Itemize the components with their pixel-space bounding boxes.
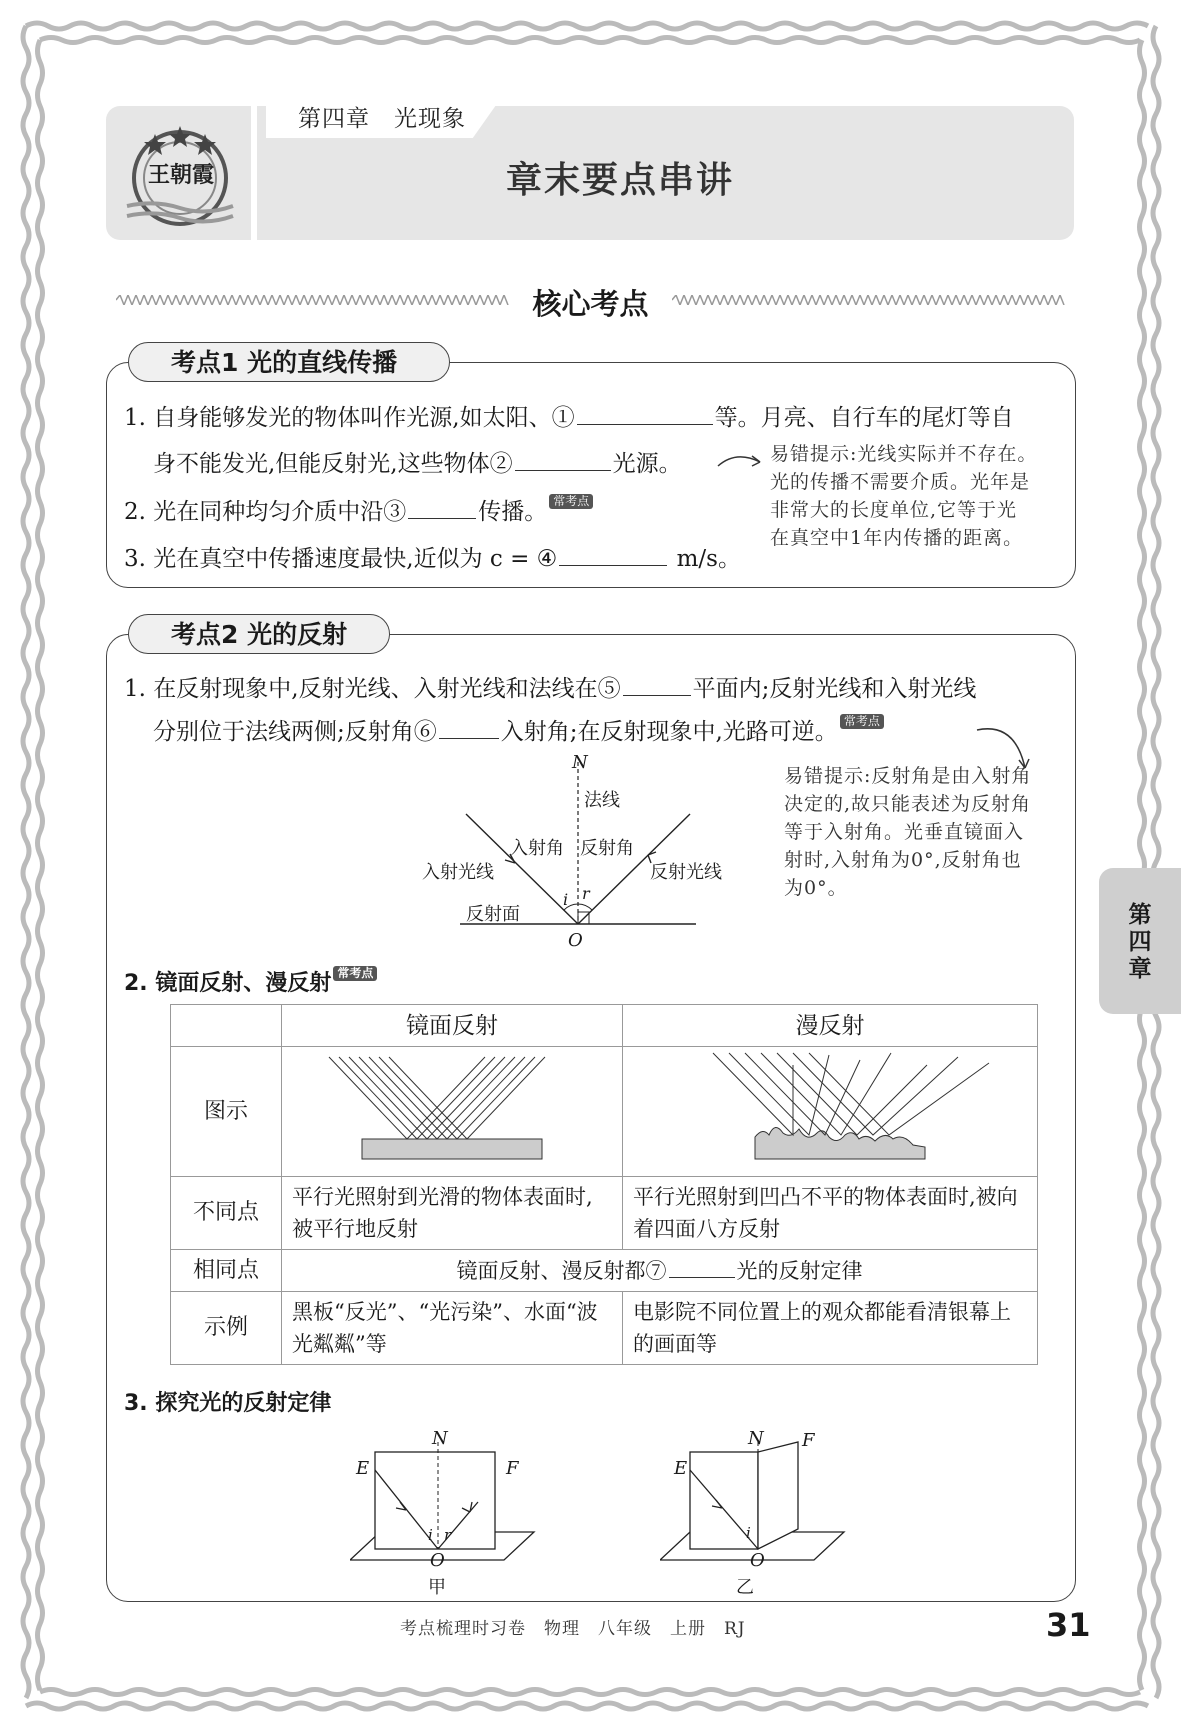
blank-3[interactable] — [408, 494, 476, 519]
diffuse-ray — [793, 1053, 958, 1135]
side-tab-label: 第 四 章 — [1128, 902, 1152, 982]
diffuse-reflection-figure — [623, 1047, 1013, 1167]
diag-incident-angle: 入射角 — [510, 838, 564, 859]
blank-7[interactable] — [669, 1255, 735, 1278]
expB-O: O — [750, 1550, 765, 1571]
example-diffuse: 电影院不同位置上的观众都能看清银幕上的画面等 — [623, 1292, 1038, 1365]
note2-line: 等于入射角。光垂直镜面入 — [784, 821, 1025, 843]
specular-ray — [369, 1057, 525, 1139]
note2-line: 射时,入射角为0°,反射角也 — [784, 849, 1022, 871]
diag-incident-ray: 入射光线 — [422, 862, 494, 883]
expA-N: N — [432, 1428, 448, 1449]
expB-N: N — [748, 1428, 764, 1449]
frequent-tag: 常考点 — [333, 966, 377, 981]
table-corner — [171, 1005, 282, 1047]
expB-label: 乙 — [736, 1577, 754, 1598]
specular-ray — [329, 1057, 485, 1139]
s1-line4-start: 3. 光在真空中传播速度最快,近似为 c = ④ — [124, 546, 558, 572]
diffuse-ray — [777, 1053, 927, 1135]
s2-line1 — [124, 671, 976, 704]
same-cell — [282, 1250, 1038, 1292]
s1-line1-start: 1. 自身能够发光的物体叫作光源,如太阳、① — [124, 405, 575, 431]
diff-diffuse: 平行光照射到凹凸不平的物体表面时,被向着四面八方反射 — [623, 1177, 1038, 1250]
diag-normal: 法线 — [584, 790, 620, 811]
s2-line2 — [153, 714, 884, 747]
logo-text: 王朝霞 — [148, 162, 215, 188]
section2-pill: 考点2 光的反射 — [128, 614, 390, 654]
expA-r: r — [444, 1526, 452, 1544]
chapter-side-tab[interactable] — [1099, 868, 1181, 1014]
expB-i: i — [746, 1524, 751, 1542]
specular-figure-cell — [282, 1047, 623, 1177]
expA-F: F — [506, 1458, 519, 1479]
diffuse-ray — [729, 1053, 829, 1135]
diag-reflect-ray: 反射光线 — [650, 862, 722, 883]
section2-note — [784, 762, 1031, 902]
note1-line: 在真空中1年内传播的距离。 — [770, 527, 1024, 549]
specular-reflection-figure — [282, 1047, 602, 1167]
expA-i: i — [428, 1526, 433, 1544]
expB-E: E — [674, 1458, 688, 1479]
specular-ray — [349, 1057, 505, 1139]
note2-line: 决定的,故只能表述为反射角 — [784, 793, 1032, 815]
row-same-label: 相同点 — [171, 1250, 282, 1292]
reflection-comparison-table — [170, 1004, 1038, 1365]
diag-surface: 反射面 — [466, 904, 520, 925]
same-end: 光的反射定律 — [736, 1258, 863, 1283]
frequent-tag: 常考点 — [549, 494, 593, 509]
s1-line4 — [124, 541, 741, 574]
footer-text: 考点梳理时习卷 物理 八年级 上册 RJ — [400, 1619, 746, 1639]
section1-pill: 考点1 光的直线传播 — [128, 342, 450, 382]
s1-line2-start: 身不能发光,但能反射光,这些物体② — [153, 451, 513, 477]
s2-line1-end: 平面内;反射光线和入射光线 — [692, 676, 977, 702]
note1-line: 光的传播不需要介质。光年是 — [770, 471, 1031, 493]
row-example-label: 示例 — [171, 1292, 282, 1365]
s2-line1-start: 1. 在反射现象中,反射光线、入射光线和法线在⑤ — [124, 676, 621, 702]
s1-line2-end: 光源。 — [612, 451, 682, 477]
row-diff-label: 不同点 — [171, 1177, 282, 1250]
subsection2-title — [124, 966, 377, 997]
diag-reflect-angle: 反射角 — [580, 838, 634, 859]
diffuse-ray — [713, 1053, 793, 1135]
col-specular: 镜面反射 — [282, 1005, 623, 1047]
diag-O: O — [568, 930, 583, 951]
reflection-diagram — [410, 752, 730, 952]
diag-r: r — [582, 884, 590, 903]
decor-zigzag-right — [672, 295, 1067, 305]
diffuse-ray — [809, 1053, 989, 1135]
diffuse-ray — [745, 1053, 860, 1135]
note1-line: 非常大的长度单位,它等于光 — [770, 499, 1018, 521]
expA-E: E — [356, 1458, 370, 1479]
blank-1[interactable] — [577, 400, 713, 425]
row-image-label: 图示 — [171, 1047, 282, 1177]
s1-line1-end: 等。月亮、自行车的尾灯等自 — [714, 405, 1014, 431]
specular-ray — [379, 1057, 535, 1139]
note2-line: 为0°。 — [784, 877, 848, 899]
same-start: 镜面反射、漫反射都⑦ — [456, 1258, 667, 1283]
col-diffuse: 漫反射 — [623, 1005, 1038, 1047]
subsection3-title: 3. 探究光的反射定律 — [124, 1391, 332, 1416]
specular-ray — [389, 1057, 545, 1139]
note1-arrow — [716, 448, 766, 478]
specular-ray — [339, 1057, 495, 1139]
subsection2-text: 2. 镜面反射、漫反射 — [124, 971, 332, 996]
blank-6[interactable] — [439, 714, 499, 739]
experiment-figure-b — [660, 1432, 860, 1567]
s1-line3 — [124, 494, 593, 527]
page-title: 章末要点串讲 — [505, 160, 734, 201]
expA-O: O — [430, 1550, 445, 1571]
s1-line3-start: 2. 光在同种均匀介质中沿③ — [124, 499, 407, 525]
s1-line4-end: m/s。 — [676, 546, 741, 572]
blank-5[interactable] — [623, 671, 691, 696]
specular-ray — [359, 1057, 515, 1139]
chapter-label: 第四章 光现象 — [298, 106, 466, 132]
core-points-heading: 核心考点 — [532, 287, 649, 321]
diag-i: i — [563, 890, 569, 909]
s1-line1 — [124, 400, 1014, 433]
diff-specular: 平行光照射到光滑的物体表面时,被平行地反射 — [282, 1177, 623, 1250]
s1-line2 — [153, 446, 682, 479]
note2-line: 易错提示:反射角是由入射角 — [784, 765, 1032, 787]
s1-line3-end: 传播。 — [478, 499, 548, 525]
header-divider — [251, 106, 257, 240]
example-specular: 黑板“反光”、“光污染”、水面“波光粼粼”等 — [282, 1292, 623, 1365]
s2-line2-start: 分别位于法线两侧;反射角⑥ — [153, 719, 437, 745]
blank-4[interactable] — [559, 541, 667, 566]
expA-label: 甲 — [428, 1577, 446, 1598]
blank-2[interactable] — [515, 446, 611, 471]
page-number: 31 — [1046, 1606, 1091, 1644]
diag-N: N — [572, 752, 588, 773]
note1-line: 易错提示:光线实际并不存在。 — [770, 443, 1038, 465]
expB-F: F — [802, 1430, 815, 1451]
frequent-tag: 常考点 — [840, 714, 884, 729]
section1-note — [770, 440, 1037, 552]
s2-line2-end: 入射角;在反射现象中,光路可逆。 — [500, 719, 838, 745]
experiment-figure-a — [350, 1432, 550, 1567]
diffuse-figure-cell — [623, 1047, 1038, 1177]
